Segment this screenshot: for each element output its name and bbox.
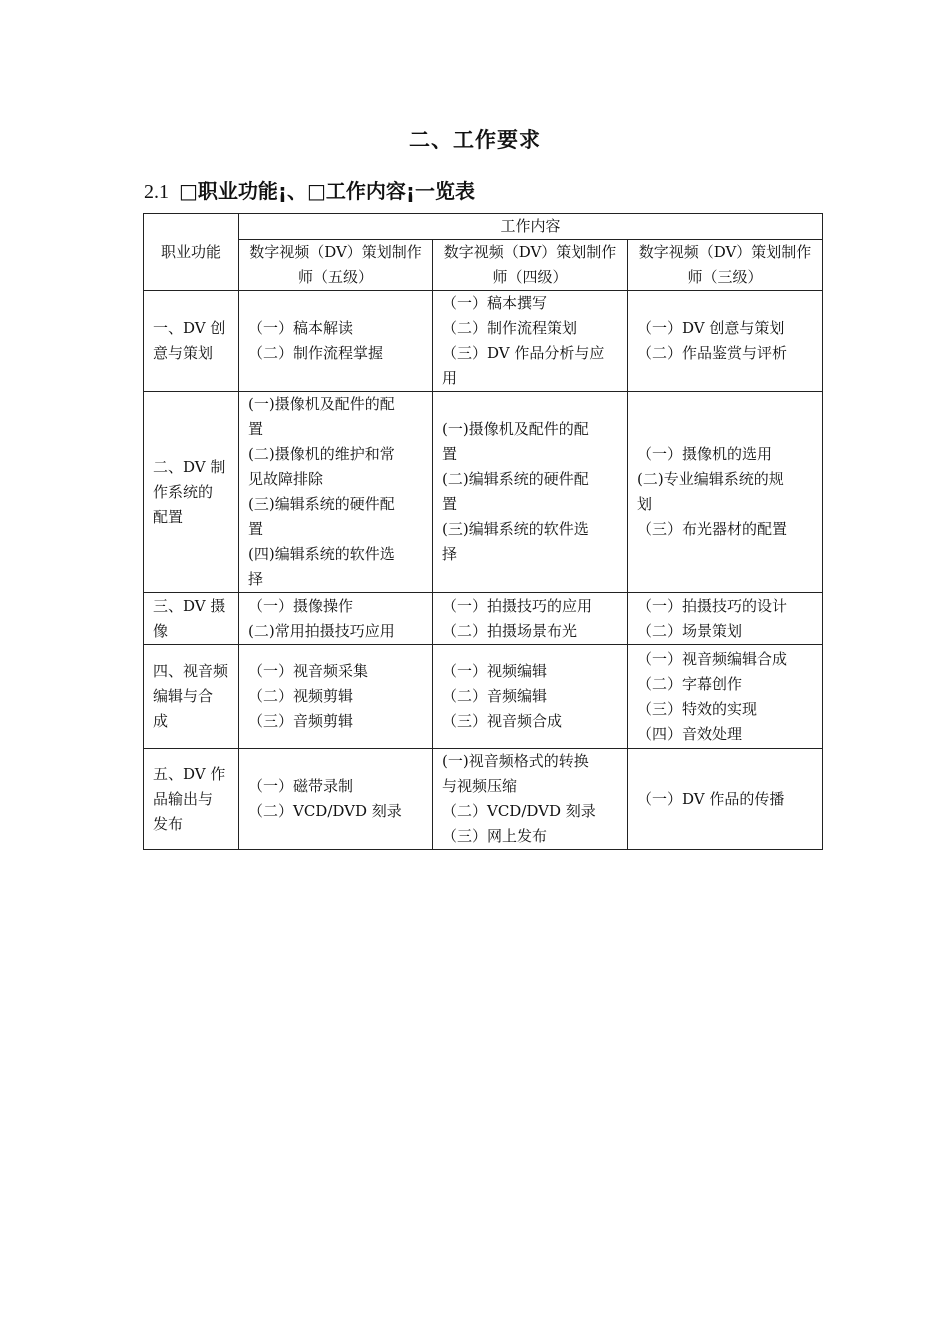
function-text: 一、DV 创 (153, 319, 226, 337)
table-row (144, 291, 823, 392)
content-item: （一）DV 创意与策划 (637, 319, 785, 337)
content-item: (二)编辑系统的硬件配 (442, 470, 589, 488)
content-item: （二）音频编辑 (442, 687, 548, 705)
content-item: （一）稿本撰写 (442, 294, 548, 312)
content-item: (三)编辑系统的硬件配 (248, 495, 395, 513)
content-item: （二）拍摄场景布光 (442, 621, 578, 640)
content-item: （一）摄像机的选用 (637, 445, 773, 463)
content-item: 置 (248, 420, 264, 438)
header-level-text: 师（四级） (492, 268, 568, 286)
content-item: （二）VCD/DVD 刻录 (248, 802, 402, 820)
table-row (144, 392, 823, 593)
section-number: 2.1 (144, 181, 169, 203)
content-item: （二）制作流程策划 (442, 319, 578, 337)
header-level-text: 师（三级） (687, 268, 763, 286)
content-item: （二）制作流程掌握 (248, 344, 384, 362)
content-cell (628, 291, 823, 392)
content-item: （三）音频剪辑 (248, 712, 354, 730)
content-item: (一)摄像机及配件的配 (442, 420, 589, 438)
function-text: 像 (153, 621, 169, 640)
content-item: 用 (442, 369, 458, 387)
header-work-content: 工作内容 (239, 214, 823, 240)
content-item: 置 (442, 445, 458, 463)
content-cell (628, 749, 823, 850)
function-text: 四、视音频 (153, 662, 229, 680)
function-text: 发布 (153, 814, 184, 833)
content-item: 置 (442, 495, 458, 513)
content-cell (433, 291, 628, 392)
function-cell (144, 392, 239, 593)
header-level-text: 数字视频（DV）策划制作 (638, 243, 812, 261)
content-item: 择 (442, 545, 458, 563)
function-text: 成 (153, 712, 169, 730)
content-item: (二)常用拍摄技巧应用 (248, 621, 395, 640)
content-item: （二）VCD/DVD 刻录 (442, 802, 596, 820)
content-item: （一）视音频编辑合成 (637, 649, 788, 668)
function-text: 二、DV 制 (153, 457, 226, 476)
content-item: (二)专业编辑系统的规 (637, 470, 784, 488)
content-item: (一)视音频格式的转换 (442, 752, 589, 770)
table-row (144, 645, 823, 749)
content-cell (628, 392, 823, 593)
work-requirements-table (143, 213, 823, 850)
function-text: 编辑与合 (153, 687, 214, 705)
content-item: （一）拍摄技巧的应用 (442, 596, 593, 615)
content-item: (二)摄像机的维护和常 (248, 445, 395, 463)
content-item: (一)摄像机及配件的配 (248, 395, 395, 413)
table-row (144, 749, 823, 850)
header-level-4 (433, 240, 628, 291)
content-item: （二）作品鉴赏与评析 (637, 344, 788, 362)
content-cell (628, 645, 823, 749)
table-header-row-1 (144, 214, 823, 240)
content-item: 见故障排除 (248, 470, 324, 488)
header-function: 职业功能 (144, 214, 239, 291)
content-item: 置 (248, 520, 264, 538)
header-level-5 (239, 240, 433, 291)
function-text: 品输出与 (153, 789, 214, 808)
content-cell (239, 392, 433, 593)
content-item: （一）稿本解读 (248, 319, 354, 337)
function-cell (144, 291, 239, 392)
header-level-text: 数字视频（DV）策划制作 (249, 243, 422, 261)
function-text: 五、DV 作 (153, 764, 226, 783)
function-cell (144, 593, 239, 645)
header-level-text: 师（五级） (297, 268, 373, 286)
content-item: （一）视音频采集 (248, 662, 369, 680)
content-cell (239, 749, 433, 850)
content-cell (433, 645, 628, 749)
function-text: 意与策划 (153, 344, 214, 362)
function-cell (144, 645, 239, 749)
function-text: 三、DV 摄 (153, 596, 226, 615)
content-cell (433, 749, 628, 850)
content-item: （一）拍摄技巧的设计 (637, 596, 788, 615)
table-row (144, 593, 823, 645)
content-cell (433, 593, 628, 645)
content-item: （三）视音频合成 (442, 712, 563, 730)
function-text: 配置 (153, 507, 184, 526)
content-item: 择 (248, 570, 264, 588)
content-item: （三）网上发布 (442, 827, 548, 845)
function-text: 作系统的 (153, 482, 214, 501)
content-item: （二）字幕创作 (637, 674, 743, 693)
content-item: （三）布光器材的配置 (637, 520, 788, 538)
header-level-3 (628, 240, 823, 291)
section-title: □职业功能¡、□工作内容¡一览表 (179, 179, 476, 203)
table-header-row-2 (144, 240, 823, 291)
section-heading (144, 175, 475, 204)
content-cell (239, 291, 433, 392)
content-item: 划 (637, 495, 653, 513)
content-item: （四）音效处理 (637, 724, 743, 743)
content-item: (四)编辑系统的软件选 (248, 545, 395, 563)
function-cell (144, 749, 239, 850)
content-cell (239, 593, 433, 645)
page-title: 二、工作要求 (409, 128, 541, 152)
content-item: （二）视频剪辑 (248, 687, 354, 705)
content-item: (三)编辑系统的软件选 (442, 520, 589, 538)
content-item: （三）特效的实现 (637, 699, 758, 718)
content-cell (628, 593, 823, 645)
content-item: （三）DV 作品分析与应 (442, 344, 605, 362)
content-item: （二）场景策划 (637, 621, 743, 640)
content-cell (239, 645, 433, 749)
content-item: 与视频压缩 (442, 777, 518, 795)
content-item: （一）摄像操作 (248, 596, 354, 615)
header-level-text: 数字视频（DV）策划制作 (443, 243, 617, 261)
content-item: （一）DV 作品的传播 (637, 789, 785, 808)
content-item: （一）视频编辑 (442, 662, 548, 680)
content-cell (433, 392, 628, 593)
content-item: （一）磁带录制 (248, 777, 354, 795)
